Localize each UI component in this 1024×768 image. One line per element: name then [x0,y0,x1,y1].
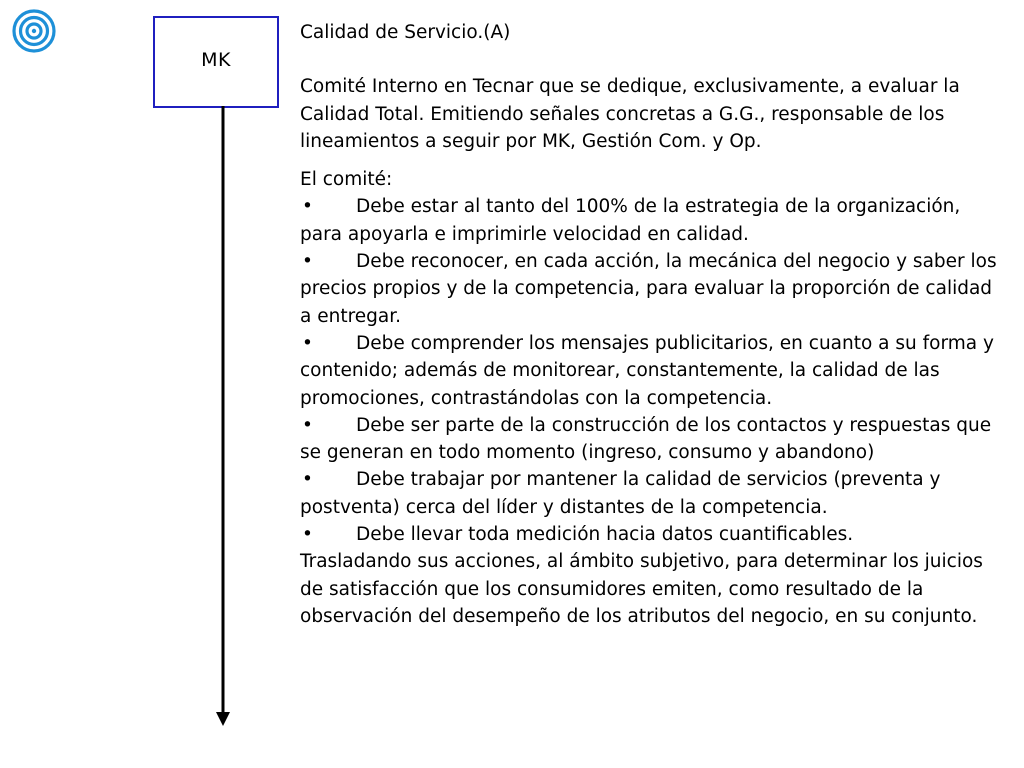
list-item-text: Debe trabajar por mantener la calidad de servicios (preventa y postventa) cerca del líder y distantes de la competencia. [300,469,941,518]
bullet-icon: • [302,414,313,436]
mk-box-label: MK [201,49,231,71]
conclusion-paragraph: Trasladando sus acciones, al ámbito subjetivo, para determinar los juicios de satisfacción que los consumidores emiten, como resultado de la observación del desempeño de los atributos del negocio, en su conjunto. [300,551,983,627]
committee-duties-list [300,193,1005,548]
list-item [300,330,1005,412]
bullet-icon: • [302,251,313,273]
list-item-text: Debe llevar toda medición hacia datos cuantificables. [356,524,854,546]
content-text [300,19,1005,630]
bullet-icon: • [302,469,313,491]
list-item [300,193,1005,248]
list-item [300,466,1005,521]
intro-paragraph: Comité Interno en Tecnar que se dedique, exclusivamente, a evaluar la Calidad Total. Emitiendo señales concretas a G.G., responsable de los lineamientos a seguir por MK, Gestión Com. y Op. [300,76,960,152]
list-item-text: Debe reconocer, en cada acción, la mecánica del negocio y saber los precios propios y de la competencia, para evaluar la proporción de calidad a entregar. [300,251,997,327]
committee-label: El comité: [300,169,393,191]
section-title: Calidad de Servicio.(A) [300,22,511,43]
down-arrow-connector [212,106,234,730]
list-item-text: Debe ser parte de la construcción de los contactos y respuestas que se generan en todo momento (ingreso, consumo y abandono) [300,414,992,464]
bullet-icon: • [302,524,313,546]
concentric-circles-icon [11,8,57,54]
list-item [300,412,1005,467]
mk-box [153,16,279,108]
list-item-text: Debe comprender los mensajes publicitarios, en cuanto a su forma y contenido; además de monitorear, constantemente, la calidad de las promociones, contrastándolas con la competencia. [300,332,994,409]
bullet-icon: • [302,332,313,354]
bullet-icon: • [302,196,313,218]
list-item [300,248,1005,330]
list-item [300,521,1005,548]
list-item-text: Debe estar al tanto del 100% de la estrategia de la organización, para apoyarla e imprimirle velocidad en calidad. [300,196,961,245]
